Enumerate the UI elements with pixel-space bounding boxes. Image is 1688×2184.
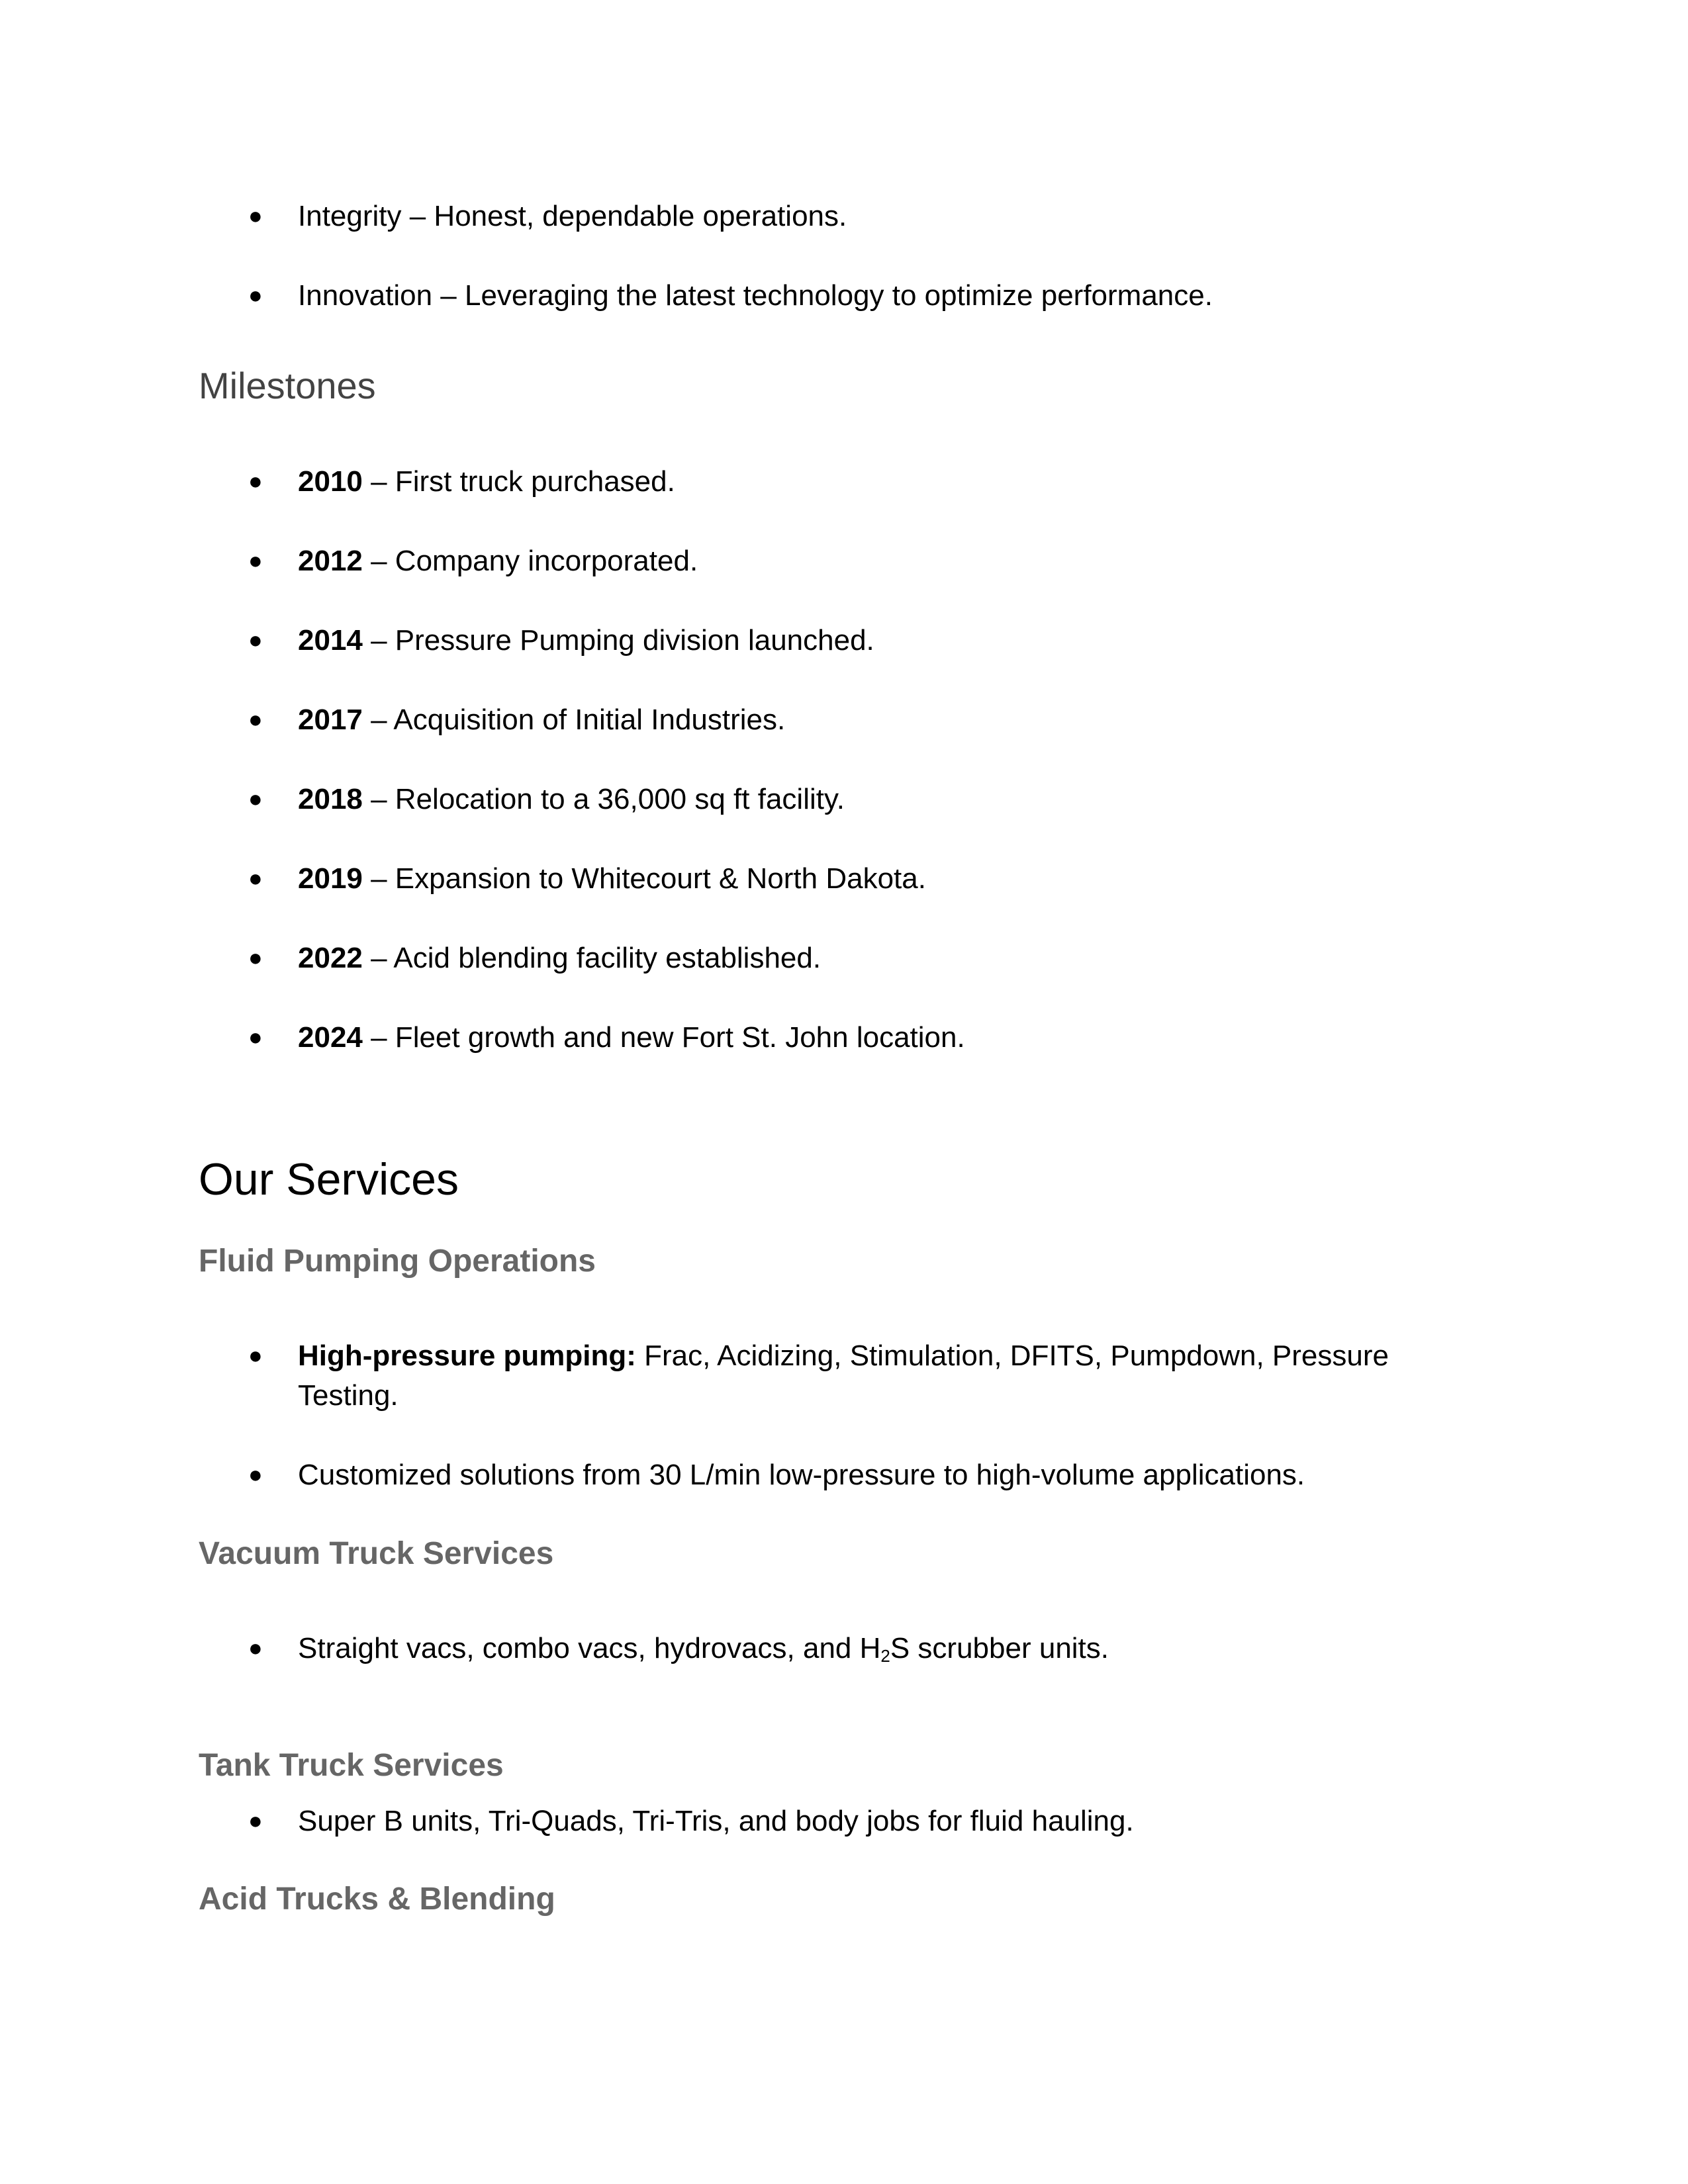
bullet-icon: ● bbox=[248, 1461, 263, 1488]
milestone-item-2014 bbox=[298, 620, 874, 661]
subscript-two: 2 bbox=[880, 1646, 890, 1666]
bullet-icon: ● bbox=[248, 705, 263, 733]
bullet-icon: ● bbox=[248, 1023, 263, 1050]
value-item-innovation: Innovation – Leveraging the latest technology to optimize performance. bbox=[298, 279, 1213, 312]
vacuum-item-text-end: S scrubber units. bbox=[890, 1632, 1109, 1664]
fluid-item-high-pressure bbox=[298, 1336, 1389, 1377]
bullet-icon: ● bbox=[248, 785, 263, 812]
bullet-icon: ● bbox=[248, 281, 263, 308]
milestones-heading: Milestones bbox=[199, 365, 376, 406]
bullet-icon: ● bbox=[248, 1342, 263, 1369]
value-item-integrity: Integrity – Honest, dependable operations. bbox=[298, 200, 847, 232]
vacuum-item-text: Straight vacs, combo vacs, hydrovacs, and H bbox=[298, 1632, 881, 1664]
milestone-text: – Fleet growth and new Fort St. John location. bbox=[362, 1021, 965, 1054]
milestone-text: – Pressure Pumping division launched. bbox=[362, 624, 874, 657]
acid-trucks-heading: Acid Trucks & Blending bbox=[199, 1882, 555, 1917]
milestone-text: – Expansion to Whitecourt & North Dakota. bbox=[362, 862, 926, 895]
tank-item: Super B units, Tri-Quads, Tri-Tris, and body jobs for fluid hauling. bbox=[298, 1805, 1134, 1837]
milestone-item-2022 bbox=[298, 938, 821, 979]
milestone-year: 2018 bbox=[298, 783, 363, 815]
milestone-item-2019 bbox=[298, 858, 926, 899]
milestone-year: 2022 bbox=[298, 942, 363, 974]
bullet-icon: ● bbox=[248, 1807, 263, 1834]
milestone-text: – Relocation to a 36,000 sq ft facility. bbox=[362, 783, 845, 815]
bullet-icon: ● bbox=[248, 864, 263, 891]
milestone-item-2017 bbox=[298, 700, 785, 741]
fluid-item-continuation: Testing. bbox=[298, 1379, 399, 1412]
bullet-icon: ● bbox=[248, 467, 263, 494]
fluid-item-customized: Customized solutions from 30 L/min low-pressure to high-volume applications. bbox=[298, 1459, 1305, 1491]
fluid-pumping-heading: Fluid Pumping Operations bbox=[199, 1244, 596, 1279]
milestone-item-2010 bbox=[298, 461, 675, 502]
milestone-text: – Acid blending facility established. bbox=[362, 942, 821, 974]
milestone-text: – Acquisition of Initial Industries. bbox=[362, 704, 786, 736]
milestone-year: 2024 bbox=[298, 1021, 363, 1054]
milestone-year: 2019 bbox=[298, 862, 363, 895]
vacuum-item bbox=[298, 1628, 1109, 1676]
fluid-item-text: Frac, Acidizing, Stimulation, DFITS, Pumpdown, Pressure bbox=[635, 1340, 1389, 1372]
milestone-item-2012 bbox=[298, 541, 698, 582]
milestone-item-2018 bbox=[298, 779, 845, 820]
our-services-heading: Our Services bbox=[199, 1154, 459, 1205]
milestone-text: – Company incorporated. bbox=[362, 545, 698, 577]
bullet-icon: ● bbox=[248, 202, 263, 229]
fluid-item-bold-label: High-pressure pumping: bbox=[298, 1340, 636, 1372]
bullet-icon: ● bbox=[248, 944, 263, 971]
milestone-year: 2017 bbox=[298, 704, 363, 736]
bullet-icon: ● bbox=[248, 626, 263, 653]
bullet-icon: ● bbox=[248, 547, 263, 574]
tank-truck-heading: Tank Truck Services bbox=[199, 1748, 504, 1783]
vacuum-truck-heading: Vacuum Truck Services bbox=[199, 1536, 554, 1571]
milestone-year: 2010 bbox=[298, 465, 363, 498]
milestone-year: 2012 bbox=[298, 545, 363, 577]
milestone-year: 2014 bbox=[298, 624, 363, 657]
bullet-icon: ● bbox=[248, 1634, 263, 1661]
milestone-item-2024 bbox=[298, 1017, 965, 1058]
milestone-text: – First truck purchased. bbox=[362, 465, 675, 498]
